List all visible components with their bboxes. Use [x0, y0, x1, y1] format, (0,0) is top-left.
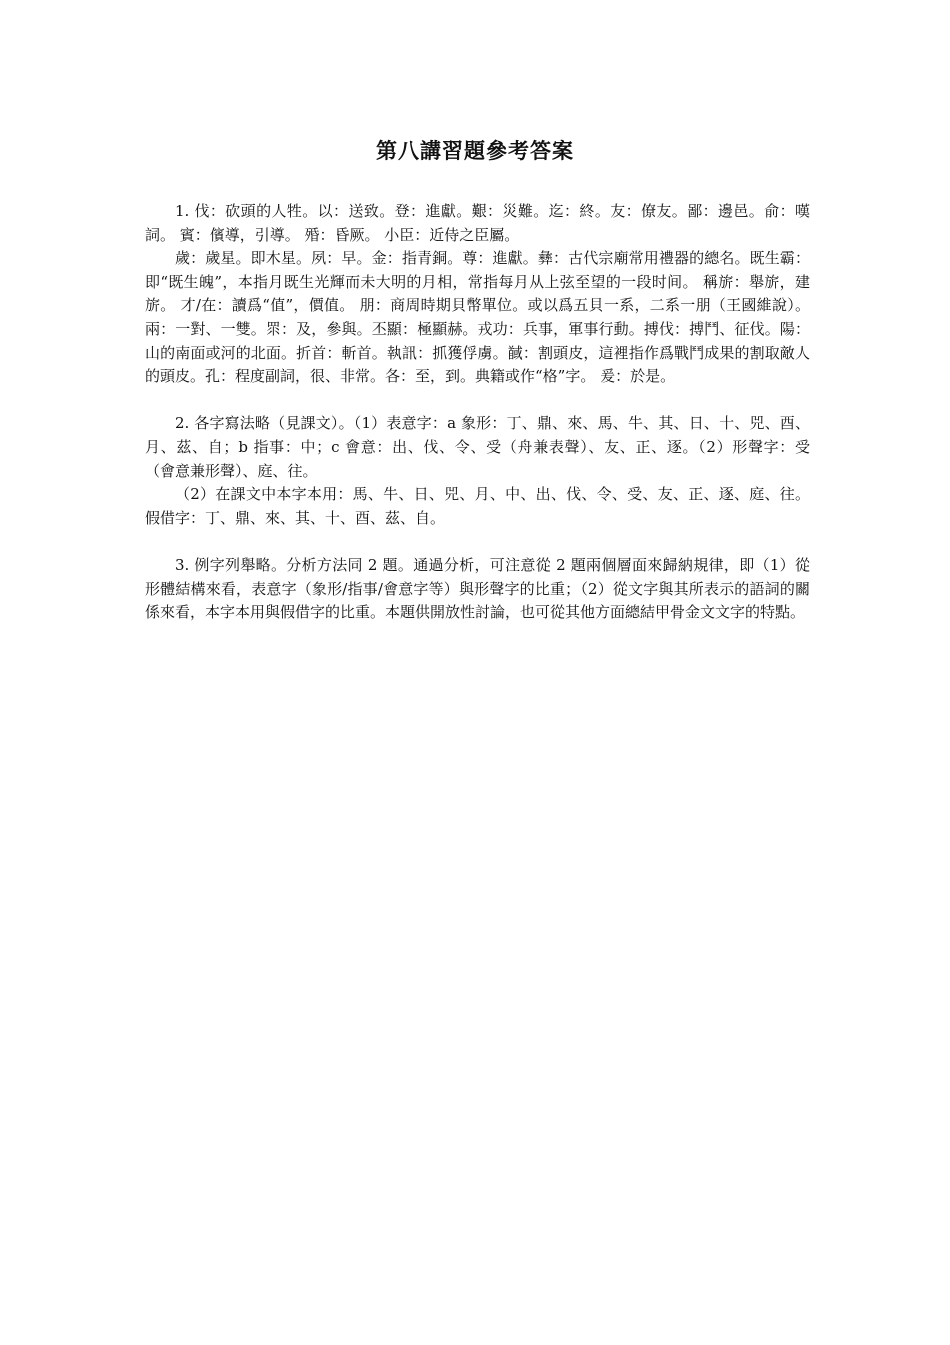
answer-3-analysis: 3. 例字列舉略。分析方法同 2 題。通過分析，可注意從 2 題兩個層面來歸納規律，即（1）從形體結構來看，表意字（象形/指事/會意字等）與形聲字的比重；（2）從文字與其所表示的語詞的關係來看，本字本用與假借字的比重。本題供開放性討論，也可從其他方面總結甲骨金文文字的特點。 — [145, 555, 810, 622]
answer-2-usage: （2）在課文中本字本用：馬、牛、日、兕、月、中、出、伐、令、受、友、正、逐、庭、往。假借字：丁、鼎、來、其、十、酉、茲、自。 — [145, 485, 810, 527]
document-body — [145, 200, 810, 625]
answer-1-vocabulary-b: 歲：歲星。即木星。夙：早。金：指青銅。尊：進獻。彝：古代宗廟常用禮器的總名。既生霸：即“既生魄”，本指月既生光輝而未大明的月相，常指每月从上弦至望的一段时间。 稱旂：舉旂，建旂。 才/在：讀爲“值”，價值。 朋：商周時期貝幣單位。或以爲五貝一系，二系一朋（王國維說）。兩：一對、一雙。眔：及，參與。丕顯：極顯赫。戎功：兵事，軍事行動。搏伐：搏鬥、征伐。陽：山的南面或河的北面。折首：斬首。執訊：抓獲俘虜。馘：割頭皮，這裡指作爲戰鬥成果的割取敵人的頭皮。孔：程度副詞，很、非常。各：至，到。典籍或作“格”字。 爰：於是。 — [145, 249, 810, 386]
answer-1-vocabulary-a: 1. 伐：砍頭的人牲。以：送致。登：進獻。艱：災難。迄：終。友：僚友。鄙：邊邑。俞：嘆詞。 賓：儐導，引導。 殙：昏厥。 小臣：近侍之臣屬。 — [145, 202, 810, 244]
answer-2-character-types: 2. 各字寫法略（見課文）。（1）表意字：a 象形：丁、鼎、來、馬、牛、其、日、十、兕、酉、月、茲、自；b 指事：中；c 會意：出、伐、令、受（舟兼表聲）、友、正、逐。（2）形聲字：受（會意兼形聲）、庭、往。 — [145, 414, 810, 480]
page-title: 第八講習題參考答案 — [376, 139, 574, 163]
